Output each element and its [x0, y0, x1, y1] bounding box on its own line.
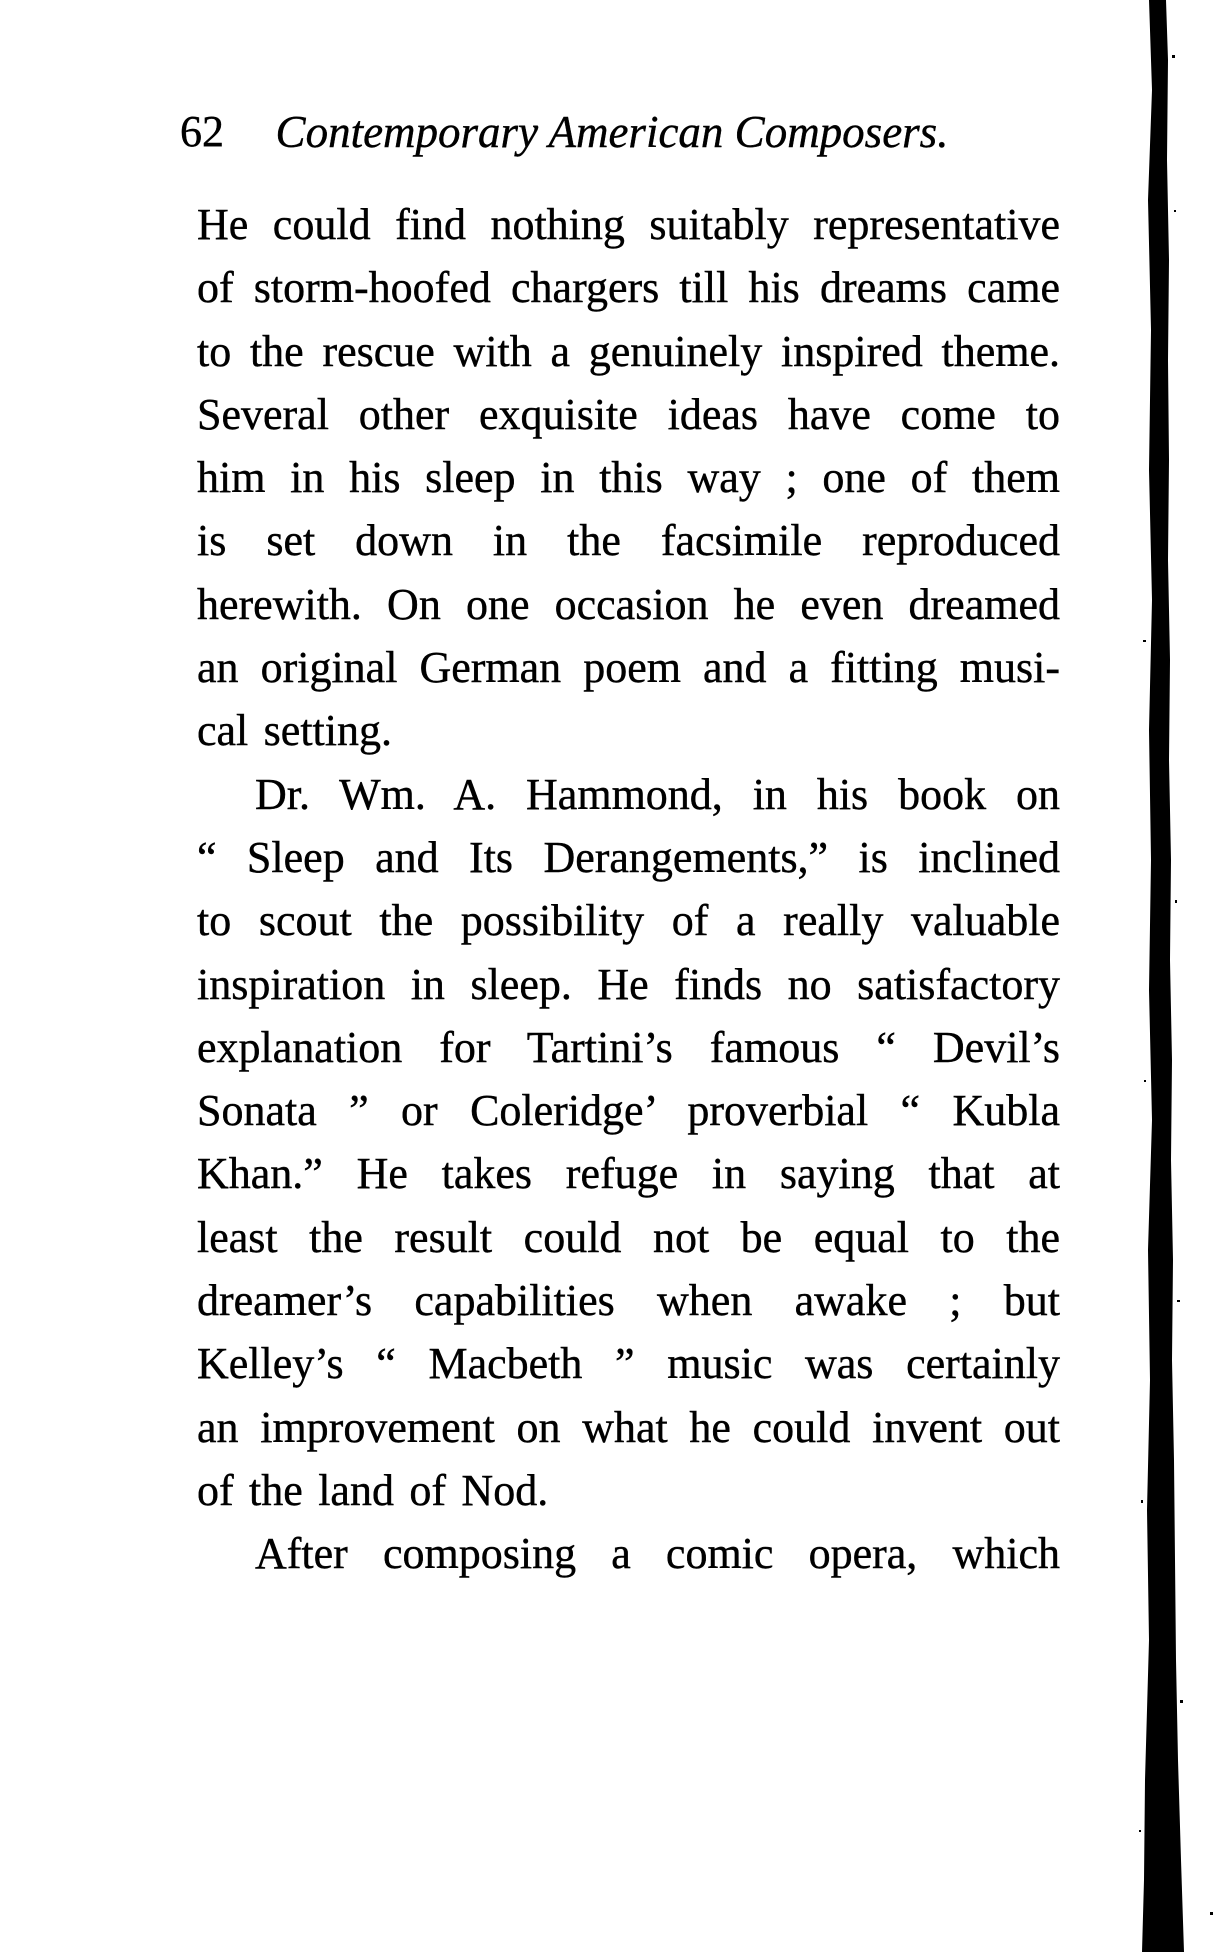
text-line: He could find nothing suitably representative [197, 200, 1060, 249]
page-number: 62 [180, 107, 224, 156]
text-line: least the result could not be equal to the [197, 1212, 1060, 1262]
text-line: herewith. On one occasion he even dreamed [197, 579, 1060, 629]
text-line: of the land of Nod. [197, 1465, 549, 1515]
text-line: cal setting. [197, 706, 393, 756]
scan-noise-speckles [1139, 55, 1213, 1915]
paragraph [197, 1522, 1060, 1585]
text-line: explanation for Tartini’s famous “ Devil’s [197, 1022, 1060, 1072]
text-line: him in his sleep in this way ; one of them [197, 453, 1060, 503]
text-line: Khan.” He takes refuge in saying that at [197, 1149, 1060, 1199]
text-block [197, 193, 1060, 1586]
running-title: Contemporary American Composers. [275, 107, 949, 157]
text-line: to scout the possibility of a really valuable [197, 896, 1060, 946]
text-line: dreamer’s capabilities when awake ; but [197, 1276, 1060, 1326]
text-line: to the rescue with a genuinely inspired theme. [197, 326, 1060, 376]
paragraph [197, 193, 1060, 763]
paragraph [197, 763, 1060, 1523]
text-line: Several other exquisite ideas have come to [197, 389, 1060, 439]
text-line: is set down in the facsimile reproduced [197, 516, 1060, 566]
text-line: Kelley’s “ Macbeth ” music was certainly [197, 1339, 1060, 1389]
text-line: “ Sleep and Its Derangements,” is inclined [197, 832, 1060, 882]
text-line: an original German poem and a fitting musi- [197, 643, 1060, 693]
text-line: Dr. Wm. A. Hammond, in his book on [255, 769, 1060, 819]
page-header [180, 100, 1044, 164]
text-line: inspiration in sleep. He finds no satisfactory [197, 959, 1060, 1009]
text-line: an improvement on what he could invent out [197, 1402, 1060, 1452]
text-line: Sonata ” or Coleridge’ proverbial “ Kubla [197, 1086, 1060, 1136]
text-line: of storm-hoofed chargers till his dreams came [197, 263, 1060, 313]
text-line: After composing a comic opera, which [255, 1529, 1060, 1579]
